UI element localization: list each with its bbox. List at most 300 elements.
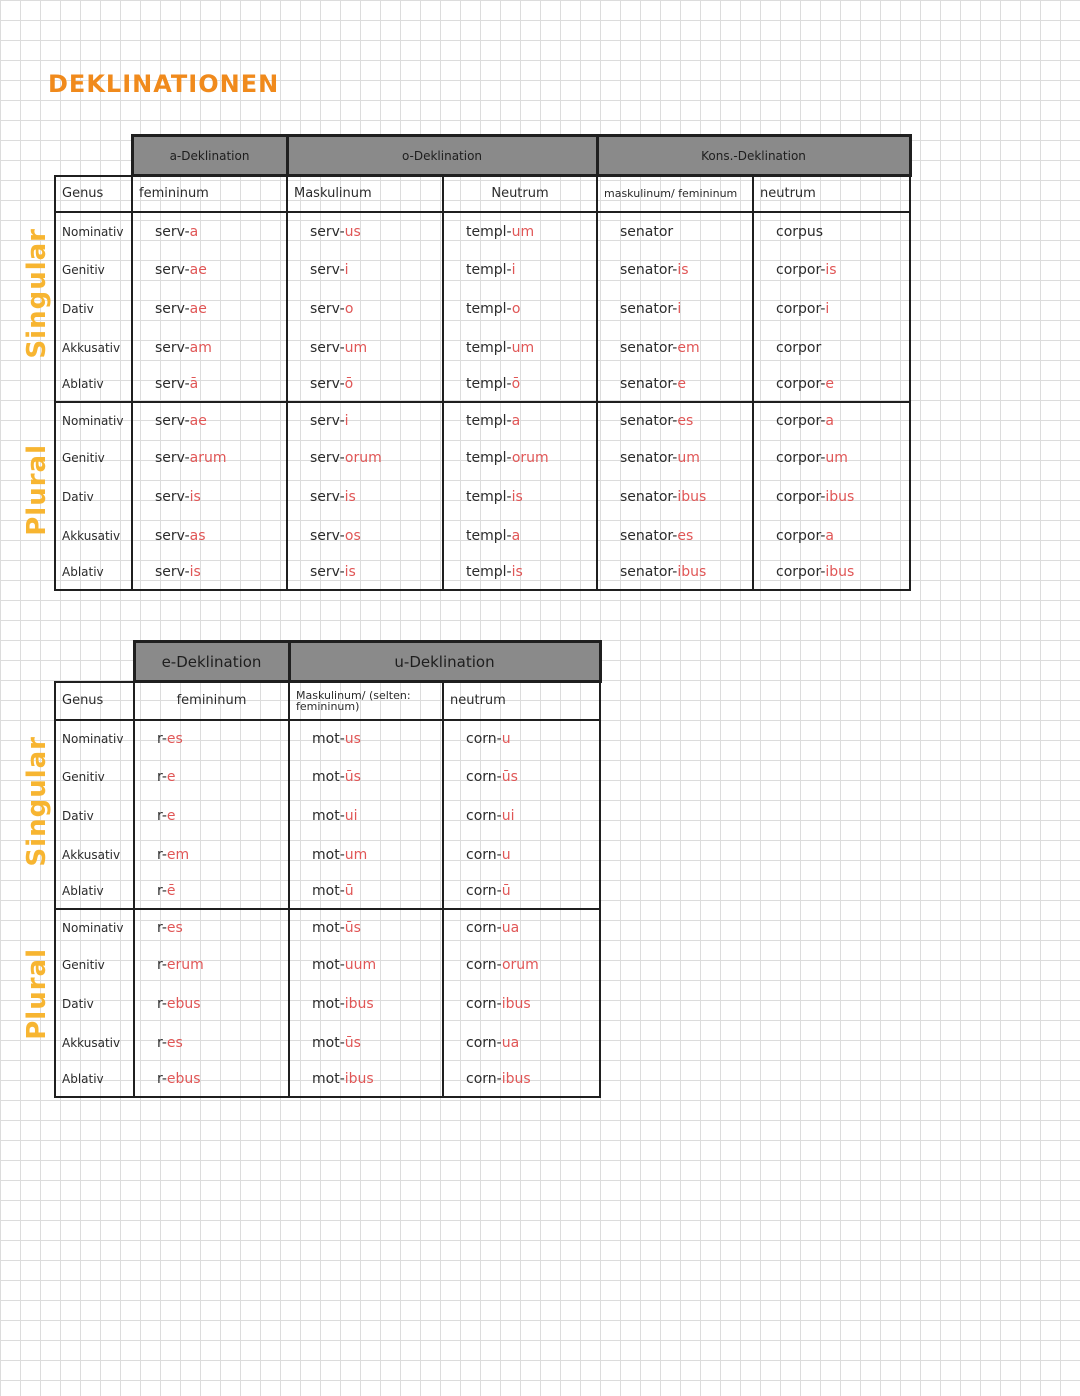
ending: ū: [344, 883, 354, 899]
stem: serv-: [310, 489, 345, 505]
table-row: [55, 1063, 600, 1097]
table-row: [55, 909, 600, 946]
ending: is: [677, 262, 689, 278]
table-row: [55, 985, 600, 1024]
stem: templ-: [466, 489, 512, 505]
form-cell: [132, 517, 287, 556]
ending: e: [825, 376, 835, 392]
stem: mot-: [312, 957, 345, 973]
ending: orum: [501, 957, 539, 973]
case-label: Ablativ: [55, 368, 132, 402]
form-cell: [134, 720, 289, 758]
stem: corn-: [466, 919, 502, 936]
ending: ūs: [344, 769, 361, 785]
form-cell: [287, 212, 443, 251]
form-cell: [132, 402, 287, 439]
ending: um: [511, 223, 535, 240]
stem: corn-: [466, 996, 502, 1012]
stem: senator-: [620, 262, 678, 278]
stem: serv-: [155, 450, 190, 466]
case-label: Nominativ: [55, 402, 132, 439]
stem: serv-: [310, 223, 345, 240]
ending: i: [511, 262, 516, 278]
form-cell: [132, 290, 287, 329]
ending: es: [166, 731, 183, 747]
table-row: [55, 758, 600, 797]
ending: i: [825, 301, 830, 317]
ending: ibus: [344, 1071, 374, 1087]
ending: e: [166, 769, 176, 785]
genus-label: Genus: [55, 176, 132, 212]
stem: senator-: [620, 489, 678, 505]
stem: r-: [157, 996, 167, 1012]
form-cell: [287, 556, 443, 590]
table-row: [55, 836, 600, 875]
stem: mot-: [312, 769, 345, 785]
form-cell: [443, 797, 600, 836]
table-row: [55, 797, 600, 836]
stem: corpor-: [776, 528, 826, 544]
ending: ibus: [825, 564, 855, 580]
form-cell: [443, 720, 600, 758]
stem: serv-: [155, 340, 190, 356]
gender-header: neutrum: [753, 176, 910, 212]
form-cell: [753, 329, 910, 368]
stem: corpor-: [776, 262, 826, 278]
corner-blank: [55, 136, 132, 176]
ending: os: [344, 528, 361, 544]
form-cell: [753, 402, 910, 439]
ending: ā: [189, 376, 199, 392]
stem: templ-: [466, 412, 512, 429]
case-label: Genitiv: [55, 251, 132, 290]
stem: serv-: [310, 340, 345, 356]
ending: ibus: [677, 489, 707, 505]
ending: uum: [344, 957, 377, 973]
stem: corpor-: [776, 412, 826, 429]
stem: corn-: [466, 1035, 502, 1051]
ending: ē: [166, 883, 176, 899]
ending: ibus: [344, 996, 374, 1012]
form-cell: [287, 402, 443, 439]
form-cell: [753, 517, 910, 556]
case-label: Akkusativ: [55, 836, 134, 875]
ending: ūs: [344, 919, 361, 936]
ending: ebus: [166, 1071, 201, 1087]
case-label: Genitiv: [55, 439, 132, 478]
form-cell: [289, 985, 443, 1024]
ending: e: [677, 376, 686, 392]
ending: a: [825, 412, 834, 429]
form-cell: [753, 478, 910, 517]
table-row: [55, 251, 910, 290]
form-cell: [289, 1063, 443, 1097]
ending: ebus: [166, 996, 201, 1012]
ending: u: [501, 731, 511, 747]
stem: corpor-: [776, 489, 826, 505]
ending: ibus: [677, 564, 707, 580]
ending: a: [825, 528, 834, 544]
case-label: Genitiv: [55, 758, 134, 797]
case-label: Akkusativ: [55, 517, 132, 556]
stem: r-: [157, 731, 167, 747]
form-cell: [753, 556, 910, 590]
stem: r-: [157, 919, 167, 936]
ending: erum: [166, 957, 204, 973]
ending: es: [166, 1035, 183, 1051]
form-cell: [134, 909, 289, 946]
form-cell: [287, 478, 443, 517]
stem: r-: [157, 957, 167, 973]
case-label: Nominativ: [55, 212, 132, 251]
form-cell: [443, 368, 597, 402]
form-cell: [132, 212, 287, 251]
stem: templ-: [466, 564, 512, 580]
form-cell: [443, 556, 597, 590]
stem: templ-: [466, 301, 512, 317]
ending: is: [189, 564, 201, 580]
form-cell: [597, 556, 753, 590]
ending: ae: [189, 262, 207, 278]
form-cell: [289, 758, 443, 797]
ending: ui: [344, 808, 358, 824]
form-cell: [443, 439, 597, 478]
stem: mot-: [312, 996, 345, 1012]
ending: em: [677, 340, 700, 356]
table-row: [55, 946, 600, 985]
page-title: DEKLINATIONEN: [48, 70, 280, 98]
ending: e: [166, 808, 176, 824]
stem: senator-: [620, 340, 678, 356]
ending: i: [677, 301, 682, 317]
ending: o: [511, 301, 521, 317]
form-cell: [134, 1063, 289, 1097]
stem: serv-: [155, 376, 190, 392]
ending: ua: [501, 919, 520, 936]
ending: is: [511, 489, 523, 505]
ending: ibus: [501, 1071, 531, 1087]
ending: ūs: [344, 1035, 361, 1051]
stem: mot-: [312, 847, 345, 863]
stem: corn-: [466, 957, 502, 973]
form-cell: [443, 478, 597, 517]
form-cell: [289, 875, 443, 909]
stem: serv-: [155, 301, 190, 317]
form-cell: [287, 329, 443, 368]
plural-label-2: Plural: [22, 948, 52, 1040]
table-row: [55, 875, 600, 909]
stem: corpor-: [776, 564, 826, 580]
stem: serv-: [310, 450, 345, 466]
ending: um: [825, 450, 848, 466]
form-cell: [289, 836, 443, 875]
ending: is: [189, 489, 201, 505]
group-header: Kons.-Deklination: [597, 136, 910, 176]
stem: corn-: [466, 847, 502, 863]
form-cell: [289, 1024, 443, 1063]
form-cell: [287, 251, 443, 290]
stem: serv-: [155, 489, 190, 505]
stem: templ-: [466, 528, 512, 544]
ending: i: [344, 262, 349, 278]
ending: orum: [344, 450, 382, 466]
form-cell: [443, 1024, 600, 1063]
ending: is: [344, 489, 356, 505]
form-cell: [597, 251, 753, 290]
form-cell: [287, 290, 443, 329]
form-cell: [753, 212, 910, 251]
stem: corpor: [776, 340, 822, 356]
stem: serv-: [310, 262, 345, 278]
form-cell: [134, 875, 289, 909]
ending: ui: [501, 808, 515, 824]
declension-table-2: [54, 640, 602, 1098]
singular-label-2: Singular: [22, 736, 52, 867]
stem: mot-: [312, 883, 345, 899]
case-label: Ablativ: [55, 1063, 134, 1097]
ending: is: [344, 564, 356, 580]
gender-header: femininum: [134, 682, 289, 720]
stem: senator-: [620, 412, 678, 429]
group-header: e-Deklination: [134, 642, 289, 682]
stem: templ-: [466, 376, 512, 392]
form-cell: [134, 946, 289, 985]
corner-blank: [55, 642, 134, 682]
ending: ae: [189, 412, 207, 429]
ending: is: [825, 262, 837, 278]
table-row: [55, 439, 910, 478]
stem: templ-: [466, 262, 512, 278]
group-header: o-Deklination: [287, 136, 597, 176]
stem: senator-: [620, 376, 678, 392]
form-cell: [289, 946, 443, 985]
form-cell: [289, 909, 443, 946]
ending: um: [344, 340, 368, 356]
stem: serv-: [310, 301, 345, 317]
form-cell: [287, 368, 443, 402]
stem: templ-: [466, 223, 512, 240]
ending: as: [189, 528, 206, 544]
form-cell: [443, 402, 597, 439]
ending: us: [344, 223, 361, 240]
stem: mot-: [312, 919, 345, 936]
stem: senator-: [620, 301, 678, 317]
stem: serv-: [310, 564, 345, 580]
form-cell: [443, 985, 600, 1024]
stem: serv-: [310, 528, 345, 544]
case-label: Dativ: [55, 985, 134, 1024]
form-cell: [443, 836, 600, 875]
case-label: Nominativ: [55, 720, 134, 758]
gender-header: maskulinum/ femininum: [597, 176, 753, 212]
form-cell: [443, 329, 597, 368]
ending: es: [677, 412, 694, 429]
case-label: Nominativ: [55, 909, 134, 946]
stem: templ-: [466, 340, 512, 356]
table-row: [55, 368, 910, 402]
ending: us: [344, 731, 361, 747]
form-cell: [753, 439, 910, 478]
form-cell: [443, 909, 600, 946]
ending: um: [677, 450, 700, 466]
gender-header: neutrum: [443, 682, 600, 720]
stem: corpus: [776, 223, 824, 240]
stem: mot-: [312, 731, 345, 747]
case-label: Dativ: [55, 478, 132, 517]
gender-header: Maskulinum: [287, 176, 443, 212]
stem: corn-: [466, 883, 502, 899]
stem: templ-: [466, 450, 512, 466]
form-cell: [287, 439, 443, 478]
gender-header: femininum: [132, 176, 287, 212]
ending: a: [189, 223, 199, 240]
stem: corpor-: [776, 301, 826, 317]
form-cell: [443, 875, 600, 909]
form-cell: [134, 758, 289, 797]
ending: a: [511, 528, 521, 544]
ending: ibus: [825, 489, 855, 505]
stem: serv-: [310, 412, 345, 429]
form-cell: [443, 251, 597, 290]
form-cell: [443, 290, 597, 329]
form-cell: [597, 517, 753, 556]
form-cell: [289, 720, 443, 758]
stem: r-: [157, 1035, 167, 1051]
stem: senator-: [620, 450, 678, 466]
form-cell: [132, 556, 287, 590]
ending: ae: [189, 301, 207, 317]
form-cell: [597, 212, 753, 251]
group-header: u-Deklination: [289, 642, 600, 682]
form-cell: [597, 368, 753, 402]
ending: is: [511, 564, 523, 580]
stem: corn-: [466, 731, 502, 747]
case-label: Dativ: [55, 797, 134, 836]
form-cell: [289, 797, 443, 836]
table-row: [55, 402, 910, 439]
plural-label-1: Plural: [22, 444, 52, 536]
stem: mot-: [312, 1035, 345, 1051]
form-cell: [597, 402, 753, 439]
stem: corpor-: [776, 450, 826, 466]
ending: i: [344, 412, 349, 429]
form-cell: [597, 329, 753, 368]
declension-table-1: [54, 134, 912, 591]
case-label: Akkusativ: [55, 1024, 134, 1063]
group-header: a-Deklination: [132, 136, 287, 176]
gender-header: Neutrum: [443, 176, 597, 212]
form-cell: [443, 758, 600, 797]
ending: um: [511, 340, 535, 356]
stem: corpor-: [776, 376, 826, 392]
case-label: Dativ: [55, 290, 132, 329]
stem: mot-: [312, 808, 345, 824]
ending: es: [166, 919, 183, 936]
stem: serv-: [310, 376, 345, 392]
stem: r-: [157, 847, 167, 863]
table-row: [55, 556, 910, 590]
form-cell: [443, 517, 597, 556]
stem: serv-: [155, 564, 190, 580]
gender-header: Maskulinum/ (selten: femininum): [289, 682, 443, 720]
case-label: Genitiv: [55, 946, 134, 985]
table-row: [55, 290, 910, 329]
form-cell: [132, 251, 287, 290]
form-cell: [132, 329, 287, 368]
ending: ua: [501, 1035, 520, 1051]
ending: es: [677, 528, 694, 544]
ending: ū: [501, 883, 511, 899]
table-row: [55, 212, 910, 251]
form-cell: [597, 290, 753, 329]
form-cell: [753, 290, 910, 329]
ending: a: [511, 412, 521, 429]
stem: senator: [620, 223, 674, 240]
stem: corn-: [466, 808, 502, 824]
form-cell: [134, 836, 289, 875]
form-cell: [132, 439, 287, 478]
stem: serv-: [155, 412, 190, 429]
form-cell: [597, 439, 753, 478]
table-row: [55, 1024, 600, 1063]
stem: r-: [157, 808, 167, 824]
form-cell: [134, 1024, 289, 1063]
stem: senator-: [620, 528, 678, 544]
ending: ō: [511, 376, 521, 392]
ending: ō: [344, 376, 354, 392]
table-row: [55, 720, 600, 758]
form-cell: [132, 368, 287, 402]
ending: orum: [511, 450, 549, 466]
ending: u: [501, 847, 511, 863]
stem: corn-: [466, 769, 502, 785]
table-row: [55, 517, 910, 556]
form-cell: [134, 985, 289, 1024]
form-cell: [443, 212, 597, 251]
stem: senator-: [620, 564, 678, 580]
table-row: [55, 478, 910, 517]
genus-label: Genus: [55, 682, 134, 720]
stem: serv-: [155, 528, 190, 544]
form-cell: [753, 368, 910, 402]
ending: ibus: [501, 996, 531, 1012]
stem: r-: [157, 769, 167, 785]
case-label: Ablativ: [55, 875, 134, 909]
ending: am: [189, 340, 212, 356]
table-row: [55, 329, 910, 368]
ending: o: [344, 301, 354, 317]
ending: um: [344, 847, 368, 863]
case-label: Ablativ: [55, 556, 132, 590]
form-cell: [597, 478, 753, 517]
stem: corn-: [466, 1071, 502, 1087]
ending: em: [166, 847, 190, 863]
form-cell: [134, 797, 289, 836]
form-cell: [443, 946, 600, 985]
singular-label-1: Singular: [22, 228, 52, 359]
stem: r-: [157, 883, 167, 899]
form-cell: [287, 517, 443, 556]
stem: mot-: [312, 1071, 345, 1087]
case-label: Akkusativ: [55, 329, 132, 368]
form-cell: [443, 1063, 600, 1097]
stem: r-: [157, 1071, 167, 1087]
ending: arum: [189, 450, 227, 466]
form-cell: [753, 251, 910, 290]
stem: serv-: [155, 262, 190, 278]
ending: ūs: [501, 769, 518, 785]
form-cell: [132, 478, 287, 517]
